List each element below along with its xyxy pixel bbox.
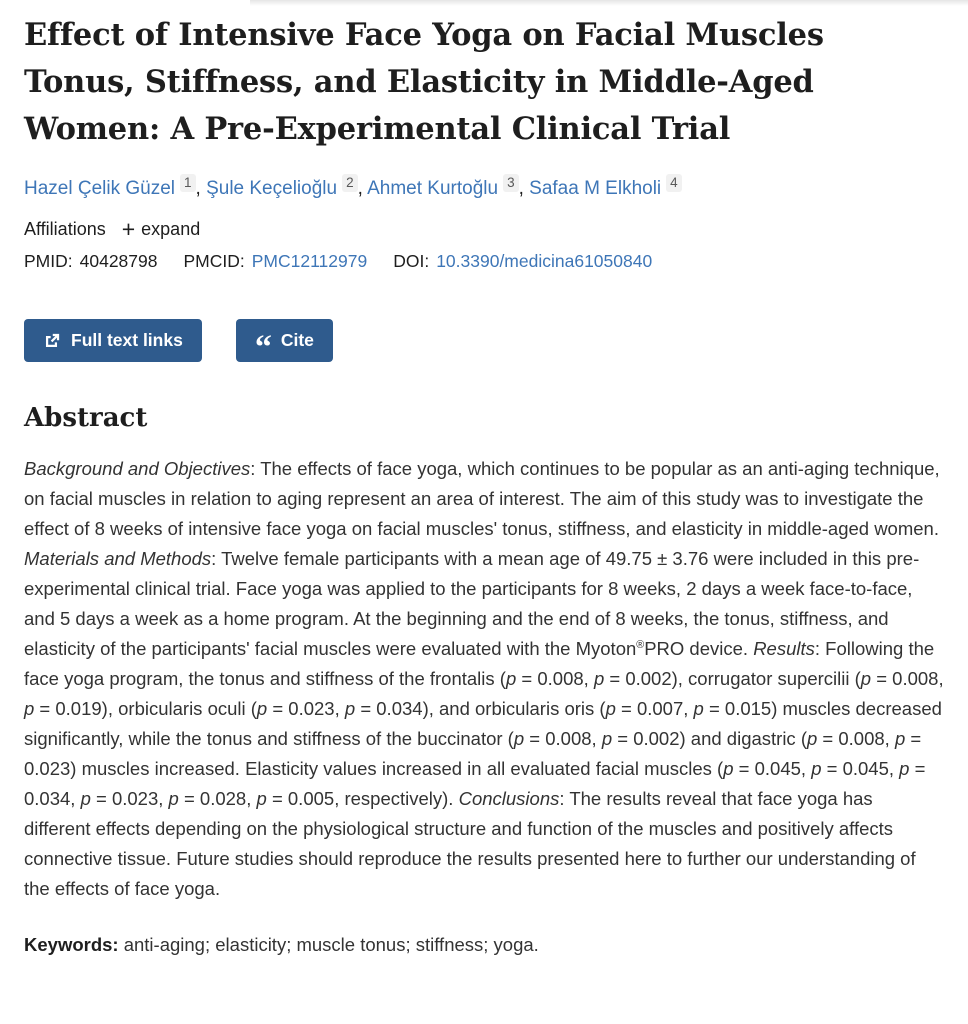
abstract-segment: = 0.028, <box>178 788 257 809</box>
abstract-segment: = 0.023, <box>90 788 169 809</box>
abstract-segment: : Following the face yoga program, the tonus and stiffness of the frontalis ( <box>24 638 935 689</box>
cite-button[interactable]: “ Cite <box>236 319 333 362</box>
abstract-segment: : The results reveal that face yoga has different effects depending on the physiological structure and function of the muscles and positively affects connective tissue. Future studies should reproduce the results presented here to further our understanding of the effects of face yoga. <box>24 788 916 899</box>
cite-label: Cite <box>280 330 314 350</box>
full-text-links-label: Full text links <box>71 330 183 350</box>
abstract-segment: = 0.015) muscles decreased significantly, while the tonus and stiffness of the buccinator ( <box>24 698 942 749</box>
author-separator: , <box>518 178 530 199</box>
abstract-text <box>24 454 944 904</box>
abstract-segment: Conclusions <box>458 788 560 809</box>
pmid-group <box>24 251 158 272</box>
abstract-segment: p <box>723 758 734 779</box>
affiliations-row <box>24 215 944 242</box>
article-title: Effect of Intensive Face Yoga on Facial Muscles Tonus, Stiffness, and Elasticity in Middle-Aged Women: A Pre-Experimental Clinical Trial <box>24 17 824 147</box>
abstract-segment: Materials and Methods <box>24 548 212 569</box>
abstract-segment: p <box>605 698 616 719</box>
abstract-segment: : Twelve female participants with a mean age of 49.75 ± 3.76 were included in this pre-experimental clinical trial. Face yoga was applied to the participants for 8 weeks, 2 days a week face-to-face, and 5 days a week as a home program. At the beginning and the end of 8 weeks, the tonus, stiffness, and elasticity of the participants' facial muscles were evaluated with the Myoton <box>24 548 920 659</box>
identifiers-row <box>24 251 944 272</box>
author-link[interactable]: Hazel Çelik Güzel <box>24 178 175 199</box>
author-link[interactable]: Ahmet Kurtoğlu <box>367 178 499 199</box>
author-affiliation-sup[interactable]: 1 <box>180 174 196 192</box>
doi-link[interactable]: 10.3390/medicina61050840 <box>436 251 653 271</box>
abstract-segment: p <box>80 788 91 809</box>
abstract-segment: p <box>24 698 35 719</box>
doi-group <box>393 251 652 272</box>
abstract-segment: p <box>894 728 906 749</box>
abstract-segment: p <box>601 728 613 749</box>
abstract-segment: p <box>256 788 267 809</box>
abstract-segment: = 0.002) and digastric ( <box>612 728 807 749</box>
doi-label: DOI: <box>393 251 430 271</box>
author-link[interactable]: Şule Keçelioğlu <box>206 178 338 199</box>
abstract-segment: = 0.045, <box>821 758 900 779</box>
abstract-segment: p <box>811 758 822 779</box>
abstract-segment: p <box>593 668 605 689</box>
abstract-segment: = 0.023, <box>267 698 345 719</box>
abstract-segment: Results <box>753 638 815 659</box>
abstract-segment: PRO device. <box>644 638 754 659</box>
author-affiliation-sup[interactable]: 3 <box>503 174 519 192</box>
abstract-segment: = 0.008, <box>524 728 602 749</box>
pmid-label: PMID: <box>24 251 73 271</box>
pmcid-group <box>184 251 368 272</box>
affiliations-expand-label: expand <box>141 219 201 239</box>
abstract-segment: p <box>168 788 179 809</box>
author-affiliation-sup[interactable]: 4 <box>666 174 682 192</box>
plus-icon: + <box>121 215 136 242</box>
author-separator: , <box>195 178 207 199</box>
full-text-links-button[interactable] <box>24 319 202 362</box>
abstract-segment: = 0.008, <box>516 668 594 689</box>
pmcid-link[interactable]: PMC12112979 <box>251 251 368 271</box>
abstract-segment: Background and Objectives <box>24 458 251 479</box>
abstract-segment: p <box>693 698 704 719</box>
abstract-segment: p <box>256 698 268 719</box>
abstract-segment: = 0.034, <box>24 758 926 809</box>
abstract-segment: = 0.034), and orbicularis oris ( <box>355 698 606 719</box>
keywords-text: anti-aging; elasticity; muscle tonus; stiffness; yoga. <box>118 934 539 955</box>
action-buttons <box>24 319 944 366</box>
abstract-segment: = 0.002), corrugator supercilii ( <box>604 668 861 689</box>
external-link-icon <box>43 333 60 350</box>
pmid-value: 40428798 <box>79 251 158 271</box>
abstract-segment: = 0.008, <box>817 728 895 749</box>
abstract-segment: p <box>513 728 525 749</box>
affiliations-label: Affiliations <box>24 219 106 239</box>
abstract-segment: : The effects of face yoga, which continues to be popular as an anti-aging technique, on facial muscles in relation to aging represent an area of interest. The aim of this study was to investigate the effect of 8 weeks of intensive face yoga on facial muscles' tonus, stiffness, and elasticity in middle-aged women. <box>24 458 940 539</box>
author-link[interactable]: Safaa M Elkholi <box>529 178 662 199</box>
authors-list <box>24 174 944 203</box>
abstract-segment: p <box>899 758 910 779</box>
affiliations-expand-button[interactable] <box>121 215 201 242</box>
abstract-segment: = 0.045, <box>733 758 812 779</box>
keywords-line <box>24 931 944 959</box>
keywords-label: Keywords: <box>24 934 119 955</box>
pmcid-label: PMCID: <box>183 251 245 271</box>
abstract-segment: = 0.019), orbicularis oculi ( <box>34 698 257 719</box>
abstract-segment: = 0.007, <box>615 698 694 719</box>
abstract-segment: p <box>344 698 356 719</box>
abstract-segment: p <box>806 728 818 749</box>
abstract-segment: p <box>505 668 517 689</box>
abstract-segment: = 0.008, <box>871 668 944 689</box>
author-affiliation-sup[interactable]: 2 <box>342 174 358 192</box>
registered-trademark-sup: ® <box>636 638 645 651</box>
author-separator: , <box>357 178 368 199</box>
abstract-segment: = 0.005, respectively). <box>266 788 459 809</box>
abstract-heading: Abstract <box>24 403 148 433</box>
abstract-segment: p <box>860 668 872 689</box>
abstract-segment: = 0.023) muscles increased. Elasticity values increased in all evaluated facial muscles ( <box>24 728 922 779</box>
